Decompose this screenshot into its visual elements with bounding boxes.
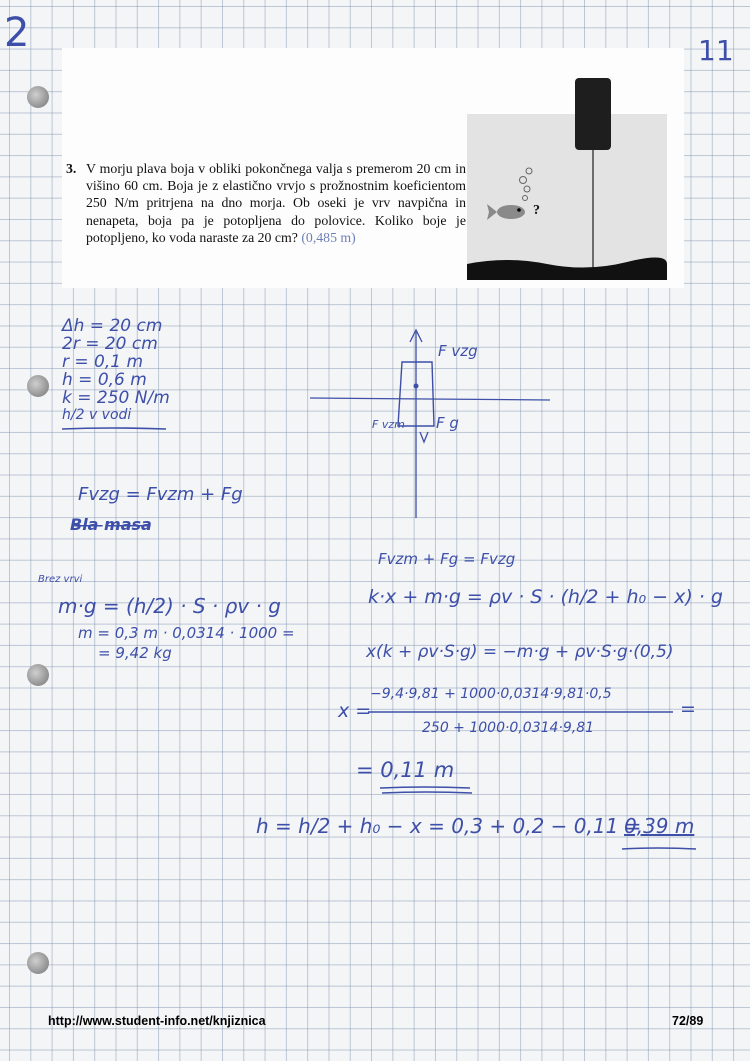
water-line — [310, 398, 550, 400]
buoy — [575, 78, 611, 150]
eq-final: h = h/2 + h₀ − x = 0,3 + 0,2 − 0,11 = — [256, 814, 642, 838]
eq-kx: k·x + m·g = ρv · S · (h/2 + h₀ − x) · g — [368, 586, 723, 608]
corner-mark-right: 11 — [698, 34, 734, 67]
binder-hole — [27, 952, 49, 974]
eq-final-result: 0,39 m — [624, 814, 695, 838]
answer-hint: (0,485 m) — [301, 229, 356, 245]
label-up-force: F vzg — [438, 342, 478, 360]
sea-background — [467, 114, 667, 280]
given-line: k = 250 N/m — [62, 388, 170, 408]
binder-hole — [27, 375, 49, 397]
final-underline — [620, 846, 700, 852]
eq-mass: m·g = (h/2) · S · ρv · g — [58, 594, 281, 618]
force-diagram — [310, 320, 560, 520]
footer-url[interactable]: http://www.student-info.net/knjiznica — [48, 1014, 266, 1028]
label-spring-force: F vzm — [372, 418, 405, 431]
fraction-bar — [368, 710, 678, 714]
eq-balance: Fvzg = Fvzm + Fg — [78, 484, 243, 505]
eq-mass-value: m = 0,3 m · 0,0314 · 1000 = — [78, 624, 295, 642]
corner-mark-left: 2 — [4, 10, 30, 56]
eq-x-denominator: 250 + 1000·0,0314·9,81 — [422, 720, 595, 736]
label-gravity: F g — [436, 414, 459, 432]
eq-sum: Fvzm + Fg = Fvzg — [378, 550, 516, 568]
eq-mass-result: = 9,42 kg — [98, 644, 172, 662]
given-line: r = 0,1 m — [62, 352, 144, 372]
problem-text-block — [66, 160, 466, 246]
given-underline — [60, 426, 170, 432]
no-rope-label: Brez vrvi — [38, 574, 83, 585]
page-number: 72/89 — [672, 1014, 704, 1028]
problem-card — [62, 48, 684, 288]
problem-number: 3. — [66, 161, 77, 176]
given-line: h/2 v vodi — [62, 407, 132, 423]
given-line: Δh = 20 cm — [62, 316, 163, 336]
question-mark: ? — [533, 203, 540, 218]
binder-hole — [27, 664, 49, 686]
given-line: 2r = 20 cm — [62, 334, 158, 354]
eq-x-numerator: −9,4·9,81 + 1000·0,0314·9,81·0,5 — [370, 686, 612, 702]
eq-x-equals: = — [680, 698, 696, 720]
buoy-illustration — [467, 78, 667, 288]
problem-statement: V morju plava boja v obliki pokončnega valja s premerom 20 cm in višino 60 cm. Boja je z elastično vrvjo s prožnostnim koeficientom 250 N/m pritrjena na dno morja. Ob oseki je vrv navpična in nenapeta, boja pa je potopljena do polovice. Koliko boje je potopljeno, ko voda naraste za 20 cm? — [86, 161, 466, 245]
scribble: Bl̶a̶ ̶m̶a̶s̶a̶ — [70, 515, 152, 534]
eq-x-group: x(k + ρv·S·g) = −m·g + ρv·S·g·(0,5) — [366, 642, 674, 662]
eq-x-lhs: x = — [338, 700, 372, 722]
given-line: h = 0,6 m — [62, 370, 147, 390]
center-point — [414, 384, 419, 389]
binder-hole — [27, 86, 49, 108]
result-underline — [378, 786, 478, 796]
eq-x-result: = 0,11 m — [356, 758, 455, 782]
down-arrow — [420, 432, 428, 442]
